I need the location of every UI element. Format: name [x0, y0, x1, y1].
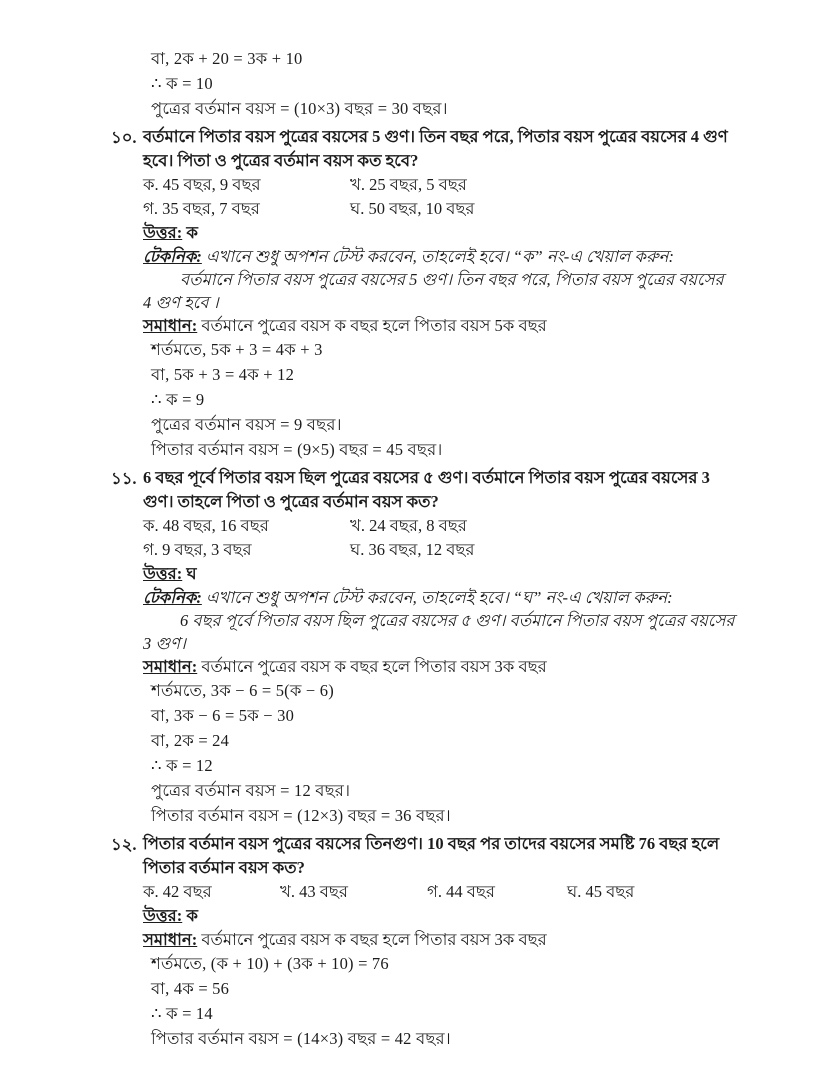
solution-label: সমাধান:: [143, 930, 198, 949]
question-number: ১১.: [111, 469, 137, 488]
solution-step: বা, 3ক − 6 = 5ক − 30: [151, 706, 295, 725]
option-kha: [280, 880, 427, 904]
option-label: খ.: [350, 175, 365, 194]
option-text: 35 বছর, 7 বছর: [162, 199, 260, 218]
solution-text: বর্তমানে পুত্রের বয়স ক বছর হলে পিতার বয়স 3ক বছর: [201, 930, 547, 949]
technique-line: [143, 586, 740, 609]
solution-step: ∴ ক = 9: [151, 390, 205, 409]
option-gha: [350, 538, 703, 562]
option-label: গ.: [427, 882, 442, 901]
solution-line: [143, 314, 740, 337]
technique-line: 4 গুণ হবে ।: [143, 293, 219, 312]
solution-step: শর্তমতে, 3ক − 6 = 5(ক − 6): [151, 681, 334, 700]
option-ka: [143, 880, 280, 904]
option-text: 43 বছর: [299, 882, 348, 901]
option-text: 42 বছর: [162, 882, 212, 901]
option-kha: [350, 514, 703, 538]
option-label: খ.: [280, 882, 295, 901]
question-number: ১০.: [111, 128, 137, 147]
solution-line: [143, 655, 740, 678]
answer-label: উত্তর:: [143, 223, 183, 242]
equation-line: বা, 2ক + 20 = 3ক + 10: [151, 49, 303, 68]
solution-text: বর্তমানে পুত্রের বয়স ক বছর হলে পিতার বয়স 5ক বছর: [201, 316, 547, 335]
option-text: 48 বছর, 16 বছর: [162, 516, 269, 535]
options-grid: [143, 173, 703, 221]
option-label: ঘ.: [350, 540, 365, 559]
option-text: 50 বছর, 10 বছর: [368, 199, 475, 218]
solution-text: বর্তমানে পুত্রের বয়স ক বছর হলে পিতার বয়স 3ক বছর: [201, 657, 547, 676]
option-text: 45 বছর: [585, 882, 635, 901]
option-label: ক.: [143, 175, 159, 194]
technique-text: এখানে শুধু অপশন টেস্ট করবেন, তাহলেই হবে। “ক” নং-এ খেয়াল করুন:: [205, 247, 674, 266]
option-gha: [567, 880, 634, 904]
answer-label: উত্তর:: [143, 906, 183, 925]
option-text: 9 বছর, 3 বছর: [162, 540, 252, 559]
option-gha: [350, 197, 703, 221]
option-label: গ.: [143, 199, 158, 218]
question-block-10: [111, 125, 740, 462]
option-text: 24 বছর, 8 বছর: [369, 516, 467, 535]
option-text: 36 বছর, 12 বছর: [368, 540, 475, 559]
solution-step: পিতার বর্তমান বয়স = (14×3) বছর = 42 বছর।: [151, 1029, 451, 1048]
solution-line: [143, 928, 740, 951]
option-label: খ.: [350, 516, 365, 535]
question-block-11: [111, 466, 740, 828]
option-label: ক.: [143, 516, 159, 535]
option-text: 25 বছর, 5 বছর: [369, 175, 467, 194]
question-text: 6 বছর পূর্বে পিতার বয়স ছিল পুত্রের বয়সের ৫ গুণ। বর্তমানে পিতার বয়স পুত্রের বয়সের 3 গুণ। তাহলে পিতা ও পুত্রের বর্তমান বয়স কত?: [143, 468, 710, 511]
equation-line: ∴ ক = 10: [151, 74, 213, 93]
solution-step: শর্তমতে, (ক + 10) + (3ক + 10) = 76: [151, 954, 389, 973]
solution-step: শর্তমতে, 5ক + 3 = 4ক + 3: [151, 340, 323, 359]
option-ka: [143, 514, 350, 538]
option-ka: [143, 173, 350, 197]
question-text: বর্তমানে পিতার বয়স পুত্রের বয়সের 5 গুণ। তিন বছর পরে, পিতার বয়স পুত্রের বয়সের 4 গুণ হবে। পিতা ও পুত্রের বর্তমান বয়স কত হবে?: [143, 127, 728, 170]
solution-step: বা, 5ক + 3 = 4ক + 12: [151, 365, 295, 384]
question-block-12: [111, 832, 740, 1051]
solution-label: সমাধান:: [143, 657, 198, 676]
technique-line: বর্তমানে পিতার বয়স পুত্রের বয়সের 5 গুণ। তিন বছর পরে, পিতার বয়স পুত্রের বয়সের: [180, 270, 724, 289]
answer-value: ক: [186, 906, 198, 925]
question-number: ১২.: [111, 835, 137, 854]
solution-step: ∴ ক = 14: [151, 1004, 213, 1023]
solution-step: পুত্রের বর্তমান বয়স = 9 বছর।: [151, 415, 342, 434]
technique-label: টেকনিক:: [143, 588, 202, 607]
solution-step: বা, 4ক = 56: [151, 979, 230, 998]
technique-label: টেকনিক:: [143, 247, 202, 266]
technique-line: 6 বছর পূর্বে পিতার বয়স ছিল পুত্রের বয়সের ৫ গুণ। বর্তমানে পিতার বয়স পুত্রের বয়সের: [180, 611, 735, 630]
option-ga: [143, 538, 350, 562]
option-label: ঘ.: [350, 199, 365, 218]
solution-label: সমাধান:: [143, 316, 198, 335]
answer-value: ঘ: [186, 564, 197, 583]
answer-label: উত্তর:: [143, 564, 183, 583]
solution-step: পিতার বর্তমান বয়স = (9×5) বছর = 45 বছর।: [151, 440, 443, 459]
carryover-block: [143, 46, 740, 121]
answer-line: [143, 221, 740, 245]
option-label: ক.: [143, 882, 159, 901]
options-grid: [143, 514, 703, 562]
technique-text: এখানে শুধু অপশন টেস্ট করবেন, তাহলেই হবে। “ঘ” নং-এ খেয়াল করুন:: [205, 588, 673, 607]
option-text: 45 বছর, 9 বছর: [162, 175, 261, 194]
option-ga: [143, 197, 350, 221]
answer-line: [143, 562, 740, 586]
technique-line: 3 গুণ।: [143, 634, 186, 653]
solution-step: বা, 2ক = 24: [151, 731, 230, 750]
option-ga: [427, 880, 567, 904]
answer-value: ক: [186, 223, 198, 242]
answer-line: [143, 904, 740, 928]
question-text: পিতার বর্তমান বয়স পুত্রের বয়সের তিনগুণ। 10 বছর পর তাদের বয়সের সমষ্টি 76 বছর হলে পিতার বর্তমান বয়স কত?: [143, 834, 720, 877]
solution-step: পুত্রের বর্তমান বয়স = 12 বছর।: [151, 781, 351, 800]
option-label: গ.: [143, 540, 158, 559]
options-row: [143, 880, 740, 904]
technique-line: [143, 245, 740, 268]
solution-step: পিতার বর্তমান বয়স = (12×3) বছর = 36 বছর।: [151, 806, 451, 825]
solution-step: ∴ ক = 12: [151, 756, 213, 775]
option-label: ঘ.: [567, 882, 582, 901]
option-kha: [350, 173, 703, 197]
option-text: 44 বছর: [446, 882, 495, 901]
equation-line: পুত্রের বর্তমান বয়স = (10×3) বছর = 30 বছর।: [151, 99, 448, 118]
